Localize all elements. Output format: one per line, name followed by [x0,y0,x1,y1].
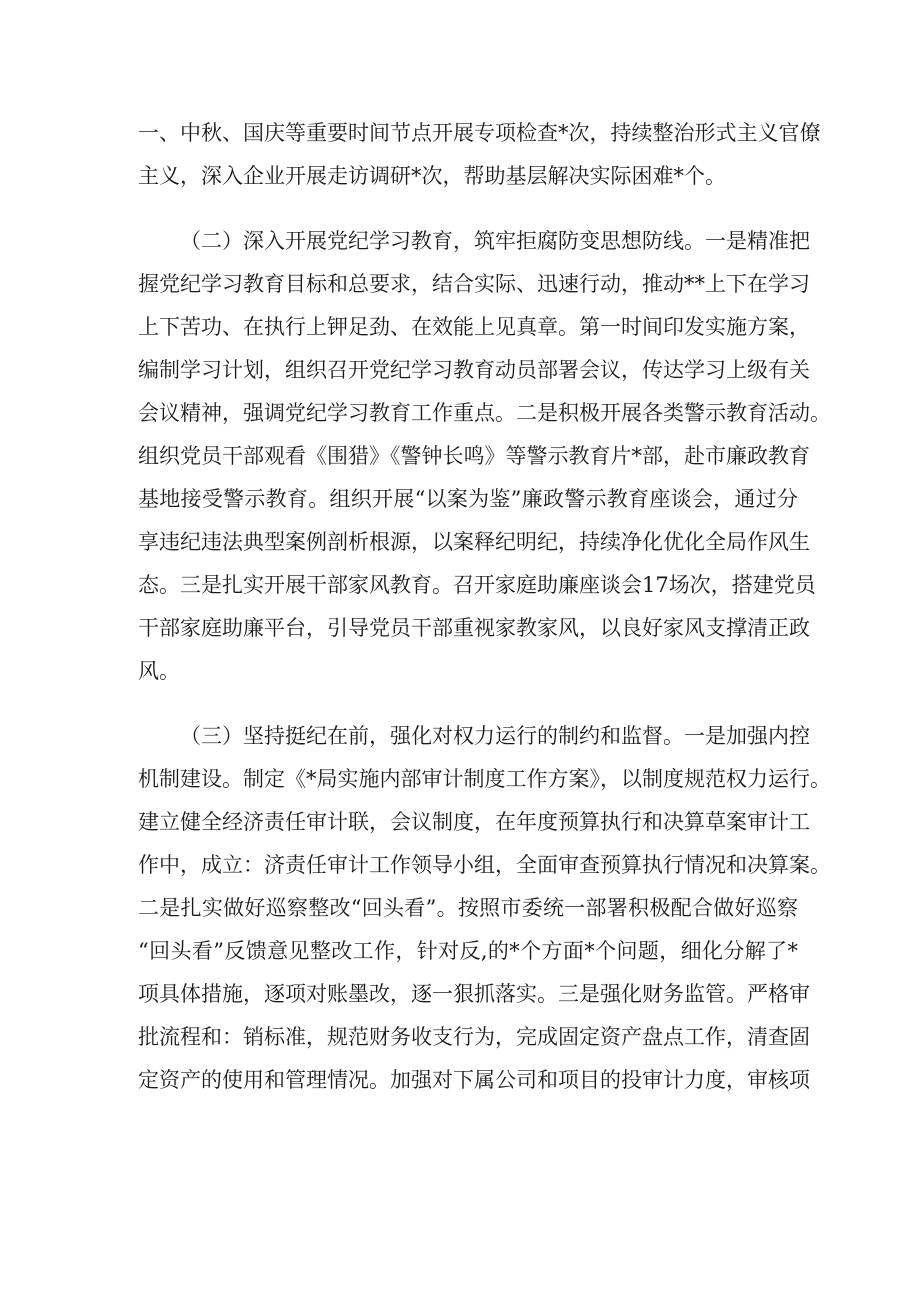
text-line: 主义，深入企业开展走访调研*次，帮助基层解决实际困难*个。 [138,164,726,188]
text-line: 风。 [138,659,180,683]
text-line: 上下苦功、在执行上钾足劲、在效能上见真章。第一时间印发实施方案， [138,315,810,339]
text-line: 享违纪违法典型案例剖析根源，以案释纪明纪，持续净化优化全局作风生 [138,530,810,554]
text-line: 组织党员干部观看《围猎》《警钟长鸣》等警示教育片*部，赴市廉政教育 [138,444,810,468]
text-line: 干部家庭助廉平台，引导党员干部重视家教家风，以良好家风支撑清正政 [138,616,810,640]
text-line: 态。三是扎实开展干部家风教育。召开家庭助廉座谈会17场次，搭建党员 [138,573,816,597]
text-line: 项具体措施，逐项对账墨改，逐一狠抓落实。三是强化财务监管。严格审 [138,982,810,1006]
text-line: （三）坚持挺纪在前，强化对权力运行的制约和监督。一是加强内控 [180,724,810,748]
text-line: 会议精神，强调党纪学习教育工作重点。二是积极开展各类警示教育活动。 [138,401,831,425]
document-body [138,112,831,1102]
text-line: 定资产的使用和管理情况。加强对下属公司和项目的投审计力度，审核项 [138,1068,810,1092]
text-line: “回头看”反馈意见整改工作，针对反,的*个方面*个问题，细化分解了* [138,939,798,963]
text-line: （二）深入开展党纪学习教育，筑牢拒腐防变思想防线。一是精准把 [180,229,810,253]
paragraph-1 [138,112,821,198]
text-line: 编制学习计划，组织召开党纪学习教育动员部署会议，传达学习上级有关 [138,358,810,382]
text-line: 建立健全经济责任审计联，会议制度，在年度预算执行和决算草案审计工 [138,810,810,834]
text-line: 作中，成立：济责任审计工作领导小组，全面审查预算执行情况和决算案。 [138,853,831,877]
paragraph-2 [138,220,831,693]
text-line: 机制建设。制定《*局实施内部审计制度工作方案》，以制度规范权力运行。 [138,767,831,791]
text-line: 基地接受警示教育。组织开展“以案为鉴”廉政警示教育座谈会，通过分 [138,487,798,511]
text-line: 批流程和：销标准，规范财务收支行为，完成固定资产盘点工作，清查固 [138,1025,810,1049]
text-line: 二是扎实做好巡察整改“回头看”。按照市委统一部署积极配合做好巡察 [138,896,798,920]
text-line: 一、中秋、国庆等重要时间节点开展专项检查*次，持续整治形式主义官僚 [138,121,821,145]
paragraph-3 [138,715,831,1102]
text-line: 握党纪学习教育目标和总要求，结合实际、迅速行动，推动**上下在学习 [138,272,810,296]
